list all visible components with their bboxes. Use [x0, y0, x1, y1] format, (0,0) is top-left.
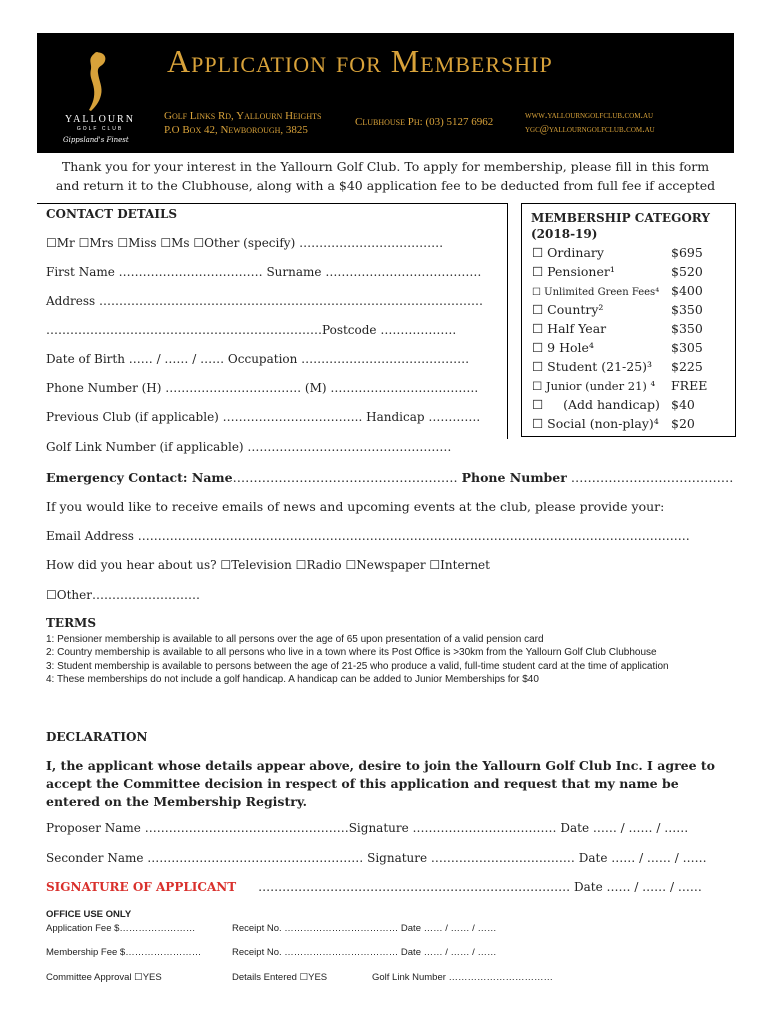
applicant-signature-field[interactable] [46, 880, 702, 894]
logo-name: YALLOURN [65, 114, 135, 125]
declaration-text: I, the applicant whose details appear above, desire to join the Yallourn Golf Club Inc. I agree to accept the Committee decision in respect of this application and request that my name be entered on the Membership Registry. [46, 758, 716, 809]
membership-option-label: ☐ Country² [532, 302, 604, 317]
membership-option-price: $520 [671, 264, 703, 279]
membership-option-price: $350 [671, 321, 703, 336]
membership-option-label: ☐ Social (non-play)⁴ [532, 416, 659, 431]
referral-checkboxes[interactable]: How did you hear about us? ☐Television ☐Radio ☐Newspaper ☐Internet [46, 558, 490, 572]
address-line-2: P.O Box 42, Newborough, 3825 [164, 124, 308, 136]
membership-option[interactable] [532, 378, 708, 393]
receipt-field-1[interactable]: Receipt No. ……………………………… Date …… / …… / …… [232, 923, 497, 934]
application-fee-field[interactable]: Application Fee $…………………… [46, 923, 196, 934]
membership-option[interactable] [532, 321, 703, 336]
membership-option-label: ☐ (Add handicap) [532, 397, 660, 412]
emergency-phone-label: Phone Number [461, 470, 567, 485]
emergency-label: Emergency Contact: Name [46, 470, 233, 485]
declaration-heading: DECLARATION [46, 730, 148, 744]
applicant-signature-dots: …………………………………………………………………… Date …… / …… / …… [258, 880, 702, 894]
header-banner [37, 33, 734, 153]
membership-option-price: $305 [671, 340, 703, 355]
membership-option-label: ☐ 9 Hole⁴ [532, 340, 594, 355]
membership-option[interactable] [532, 302, 703, 317]
address-line-1: Golf Links Rd, Yallourn Heights [164, 110, 322, 122]
proposer-field[interactable]: Proposer Name ……………………………………………Signature ……………………………… Date …… / …… / …… [46, 821, 689, 835]
terms-heading: TERMS [46, 616, 96, 630]
title-checkboxes[interactable]: ☐Mr ☐Mrs ☐Miss ☐Ms ☐Other (specify) ……………………………… [46, 236, 444, 250]
terms-section [46, 617, 736, 687]
club-logo [45, 39, 163, 149]
membership-option[interactable] [532, 416, 695, 431]
club-phone: Clubhouse Ph: (03) 5127 6962 [355, 116, 494, 128]
membership-option-price: $20 [671, 416, 695, 431]
membership-option-label: ☐ Student (21-25)³ [532, 359, 653, 374]
address-field[interactable]: Address …………………………………………………………………………………… [46, 294, 483, 308]
membership-option-label: ☐ Ordinary [532, 245, 604, 260]
email-field[interactable]: Email Address ………………………………………………………………………………………………………………………… [46, 529, 690, 543]
membership-fee-field[interactable]: Membership Fee $…………………… [46, 947, 202, 958]
term-item: 4: These memberships do not include a golf handicap. A handicap can be added to Junior Memberships for $40 [46, 674, 539, 685]
receipt-field-2[interactable]: Receipt No. ……………………………… Date …… / …… / …… [232, 947, 497, 958]
term-item: 2: Country membership is available to all persons who live in a town where its Post Office is >30km from the Yallourn Golf Club Clubhouse [46, 647, 657, 658]
club-address [164, 109, 321, 137]
membership-option-price: $695 [671, 245, 703, 260]
membership-option-price: $400 [671, 283, 703, 298]
membership-option[interactable] [532, 264, 703, 279]
name-field[interactable]: First Name ……………………………… Surname ………………………………… [46, 265, 482, 279]
phone-field[interactable]: Phone Number (H) ……………………………. (M) ………………………………. [46, 381, 479, 395]
golfer-logo-icon [81, 49, 111, 113]
website-link[interactable]: www.yallourngolfclub.com.au [525, 110, 654, 121]
logo-sub: GOLF CLUB [76, 126, 124, 132]
membership-option-label: ☐ Half Year [532, 321, 607, 336]
membership-option-price: $350 [671, 302, 703, 317]
term-item: 3: Student membership is available to persons between the age of 21-25 who produce a valid, full-time student card at the time of application [46, 660, 669, 672]
membership-option[interactable] [532, 340, 703, 355]
previous-club-field[interactable]: Previous Club (if applicable) …………………………….. Handicap …………. [46, 410, 481, 424]
committee-approval-checkbox[interactable]: Committee Approval ☐YES [46, 972, 162, 983]
membership-option[interactable] [532, 397, 695, 412]
dob-occupation-field[interactable]: Date of Birth …… / …… / …… Occupation …………………………………… [46, 352, 470, 366]
club-web [525, 109, 655, 137]
emergency-dots-2: ………………………………… [566, 470, 734, 485]
membership-category-box [521, 203, 736, 437]
page-title: Application for Membership [167, 43, 553, 79]
details-entered-checkbox[interactable]: Details Entered ☐YES [232, 972, 328, 983]
postcode-field[interactable]: ……………………………………………………………Postcode ………………. [46, 323, 457, 337]
membership-option[interactable] [532, 245, 703, 260]
email-prompt: If you would like to receive emails of news and upcoming events at the club, please provide your: [46, 499, 665, 514]
membership-option[interactable] [532, 359, 703, 374]
intro-line-1: Thank you for your interest in the Yallourn Golf Club. To apply for membership, please fill in this form [61, 159, 710, 174]
applicant-signature-label: SIGNATURE OF APPLICANT [46, 880, 237, 894]
golf-link-field[interactable]: Golf Link Number (if applicable) …………………………………………… [46, 440, 452, 454]
membership-option-label: ☐ Junior (under 21) ⁴ [532, 379, 656, 393]
intro-text [37, 157, 734, 195]
referral-other-field[interactable]: ☐Other……………………… [46, 588, 200, 602]
emergency-dots-1: ……………………………………………… [232, 470, 462, 485]
membership-option-label: ☐ Pensioner¹ [532, 264, 615, 279]
membership-option[interactable] [532, 283, 703, 298]
seconder-field[interactable]: Seconder Name ……………………………………………… Signature ……………………………… Date …… / …… / …… [46, 851, 707, 865]
membership-heading-line1: MEMBERSHIP CATEGORY [531, 211, 710, 225]
logo-tagline: Gippsland's Finest [63, 136, 129, 144]
membership-option-price: FREE [671, 378, 708, 393]
term-item: 1: Pensioner membership is available to all persons over the age of 65 upon presentation of a valid pension card [46, 633, 544, 645]
intro-line-2: and return it to the Clubhouse, along with a $40 application fee to be deducted from full fee if accepted [55, 178, 716, 193]
membership-option-price: $225 [671, 359, 703, 374]
office-golf-link-field[interactable]: Golf Link Number …………………………… [372, 972, 554, 983]
membership-heading [531, 210, 710, 242]
membership-option-label: ☐ Unlimited Green Fees⁴ [532, 287, 660, 298]
contact-heading: CONTACT DETAILS [46, 207, 178, 221]
membership-option-price: $40 [671, 397, 695, 412]
email-link[interactable]: ygc@yallourngolfclub.com.au [525, 124, 655, 135]
emergency-contact-field[interactable] [46, 470, 733, 485]
office-use-heading: OFFICE USE ONLY [46, 909, 132, 920]
membership-heading-line2: (2018-19) [531, 227, 598, 241]
